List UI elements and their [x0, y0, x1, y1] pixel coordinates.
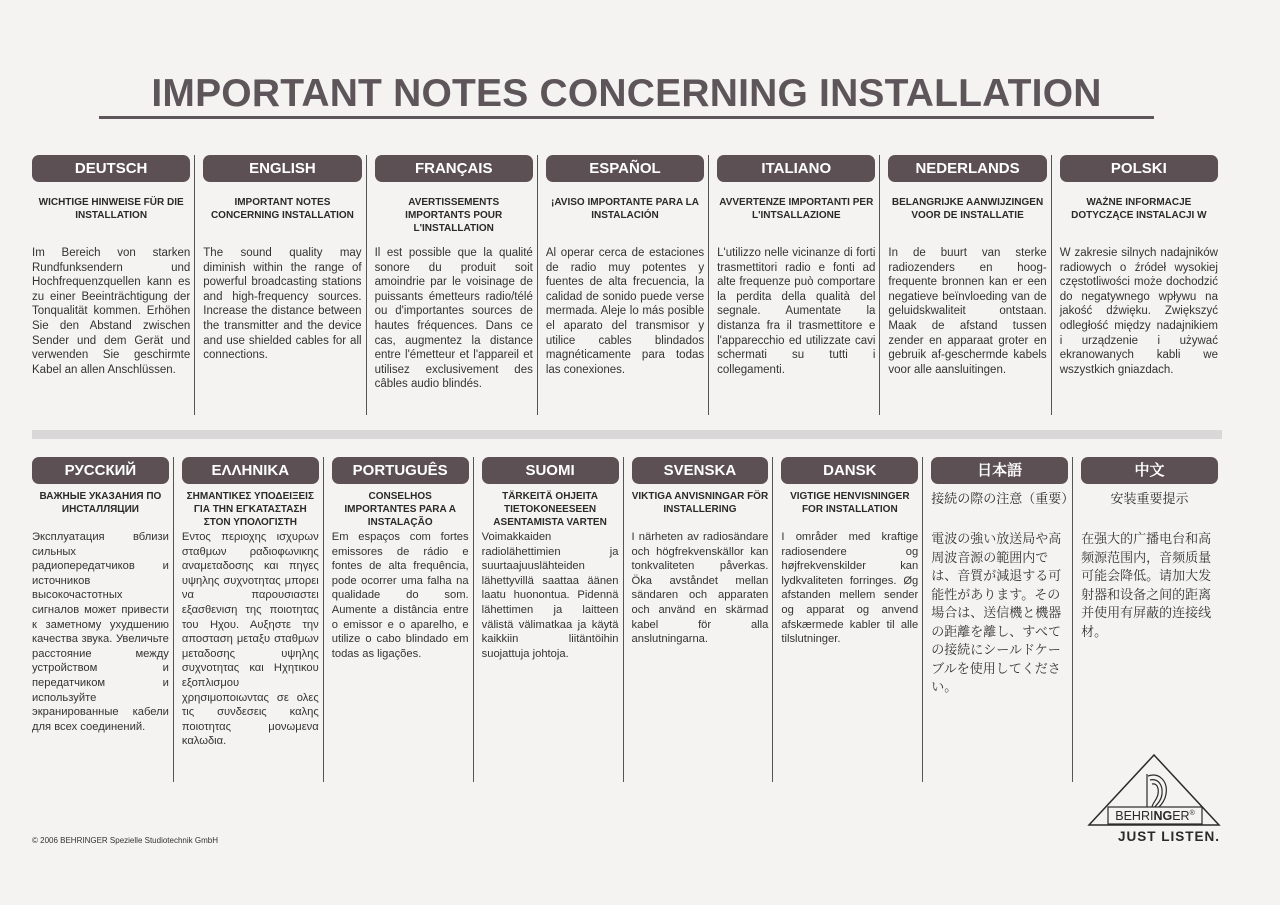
lang-text-ja: 電波の強い放送局や高周波音源の範囲内では、音質が減退する可能性があります。その場合は、送信機と機器の距離を離し、すべての接続にシールドケーブルを使用してください。 [931, 531, 1062, 694]
lang-text-pl: W zakresie silnych nadajników radiowych o źródeł wysokiej częstotliwości może dochodzić do negatywnego wpływu na jakość dźwięku. Zwiększyć odległość między nadajnikiem i urządzenie i używać ekranowanych kabli we wszystkich gniazdach. [1059, 247, 1218, 376]
language-row-top [32, 155, 1222, 415]
lang-text-de: Im Bereich von starken Rundfunksendern und Hochfrequenzquellen kann es zu einer Beeinträchtigung der Tonqualität kommen. Erhöhen Sie den Abstand zwischen Sender und dem Gerät und verwenden Sie geschirmte Kabel an allen Anschlüssen. [32, 247, 191, 376]
lang-section-en [194, 155, 365, 415]
lang-section-de [32, 155, 194, 415]
page-title: IMPORTANT NOTES CONCERNING INSTALLATION [99, 72, 1154, 119]
lang-tab-de: DEUTSCH [32, 155, 190, 182]
lang-heading-da: VIGTIGE HENVISNINGER FOR INSTALLATION [790, 491, 910, 515]
lang-heading-ja: 接続の際の注意（重要） [931, 491, 1075, 506]
lang-heading-ru: ВАЖНЫЕ УКАЗАНИЯ ПО ИНСТАЛЛЯЦИИ [39, 491, 162, 515]
lang-heading-zh: 安装重要提示 [1110, 491, 1189, 506]
lang-heading-es: ¡AVISO IMPORTANTE PARA LA INSTALACIÓN [551, 197, 699, 221]
lang-section-pl [1051, 155, 1222, 415]
section-divider [32, 430, 1222, 439]
lang-tab-el: ΕΛΛΗΝΙΚΑ [182, 457, 319, 484]
lang-text-en: The sound quality may diminish within the range of powerful broadcasting stations and high-frequency sources. Increase the distance between the transmitter and the device and use shielded cables for all connections. [203, 247, 362, 362]
lang-heading-en: IMPORTANT NOTES CONCERNING INSTALLATION [210, 197, 354, 221]
lang-text-ru: Эксплуатация вблизи сильных радиопередатчиков и источников высокочастотных сигналов может привести к заметному ухудшению качества звука. Увеличьте расстояние между устройством и передатчиком и используйте экранированные кабели для всех соединений. [32, 531, 169, 733]
language-row-bottom [32, 457, 1222, 782]
lang-section-nl [879, 155, 1050, 415]
lang-tab-fi: SUOMI [482, 457, 619, 484]
lang-heading-el: ΣΗΜΑΝΤΙΚΕΣ ΥΠΟΔΕΙΞΕΙΣ ΓΙΑ ΤΗΝ ΕΓΚΑΤΑΣΤΑΣΗ ΣΤΟΝ ΥΠΟΛΟΓΙΣΤΗ [186, 491, 314, 528]
lang-section-pt [323, 457, 473, 782]
lang-heading-nl: BELANGRIJKE AANWIJZINGEN VOOR DE INSTALLATIE [891, 197, 1044, 221]
lang-tab-nl: NEDERLANDS [888, 155, 1046, 182]
lang-text-da: I områder med kraftige radiosendere og højfrekvenskilder kan lydkvaliteten forringes. Øg afstanden mellem sender og apparat og anvend afskærmede kabler til alle tilslutninger. [781, 531, 919, 646]
lang-tab-ja: 日本語 [931, 457, 1068, 484]
lang-heading-sv: VIKTIGA ANVISNINGAR FÖR INSTALLERING [631, 491, 769, 515]
lang-tab-zh: 中文 [1081, 457, 1218, 484]
lang-tab-en: ENGLISH [203, 155, 361, 182]
lang-section-it [708, 155, 879, 415]
lang-tab-pt: PORTUGUÊS [332, 457, 469, 484]
logo-tagline: JUST LISTEN. [1117, 829, 1220, 844]
copyright-notice: © 2006 BEHRINGER Spezielle Studiotechnik GmbH [32, 836, 218, 845]
lang-text-zh: 在强大的广播电台和高频源范围内，音频质量可能会降低。请加大发射器和设备之间的距离并使用有屏蔽的连接线材。 [1081, 531, 1212, 639]
lang-tab-ru: РУССКИЙ [32, 457, 169, 484]
lang-text-pt: Em espaços com fortes emissores de rádio e fontes de alta frequência, pode ocorrer uma falha na qualidade do som. Aumente a distância entre o emissor e o aparelho, e utilize o cabo blindado em todas as ligações. [331, 531, 469, 660]
lang-heading-fi: TÄRKEITÄ OHJEITA TIETOKONEESEEN ASENTAMISTA VARTEN [493, 491, 607, 528]
lang-tab-fr: FRANÇAIS [375, 155, 533, 182]
lang-text-el: Εντος περιοχης ισχυρων σταθμων ραδιοφωνικης αναμεταδοσης και πηγες υψηλης συχνοτητας μπορει να παρουσιαστει εξασθενιση της ποιοτητας του Ηχου. Αυξηστε την αποσταση μεταξυ σταθμων μεταδοσης υψηλης συχνοτητας και Ηχητικου εξοπλισμου χρησιμοποιωντας σε ολες τις συνδεσεις καλης ποιοτητας μονωμενα καλωδια. [181, 531, 319, 748]
lang-heading-pl: WAŻNE INFORMACJE DOTYCZĄCE INSTALACJI W [1071, 197, 1207, 221]
lang-heading-it: AVVERTENZE IMPORTANTI PER L'INTSALLAZIONE [719, 197, 874, 221]
lang-tab-pl: POLSKI [1060, 155, 1218, 182]
lang-text-nl: In de buurt van sterke radiozenders en hoog-frequente bronnen kan er een negatieve beïnvloeding van de geluidskwaliteit ontstaan. Maak de afstand tussen zender en apparaat groter en gebruik af-geschermde kabels voor alle aansluitingen. [888, 247, 1047, 376]
lang-text-sv: I närheten av radiosändare och högfrekvenskällor kan tonkvaliteten påverkas. Öka avståndet mellan sändaren och apparaten och använd en skärmad kabel för alla anslutningarna. [631, 531, 769, 646]
lang-text-fr: Il est possible que la qualité sonore du produit soit amoindrie par le voisinage de puissants émetteurs radio/télé ou d'importantes sources de hautes fréquences. Dans ce cas, augmentez la distance entre l'émetteur et l'appareil et utilisez exclusivement des câbles audio blindés. [374, 247, 533, 391]
lang-section-es [537, 155, 708, 415]
lang-tab-it: ITALIANO [717, 155, 875, 182]
lang-heading-fr: AVERTISSEMENTS IMPORTANTS POUR L'INSTALLATION [405, 197, 503, 234]
lang-section-fi [473, 457, 623, 782]
lang-section-ja [922, 457, 1075, 782]
logo-brand-text: BEHRINGER® [1115, 809, 1195, 823]
lang-tab-es: ESPAÑOL [546, 155, 704, 182]
lang-section-ru [32, 457, 173, 782]
lang-text-es: Al operar cerca de estaciones de radio muy potentes y fuentes de alta frecuencia, la calidad de sonido puede verse mermada. Aleje lo más posible el aparato del transmisor y utilice cables blindados magnéticamente para todas las conexiones. [545, 247, 705, 376]
lang-text-fi: Voimakkaiden radiolähettimien ja suurtaajuuslähteiden lähettyvillä saattaa äänen laatu huonontua. Pidennä lähettimen ja laitteen välistä välimatkaa ja käytä kaikkiin liitäntöihin suojattuja johtoja. [481, 531, 619, 660]
lang-section-sv [623, 457, 773, 782]
lang-section-el [173, 457, 323, 782]
lang-tab-da: DANSK [781, 457, 918, 484]
lang-section-da [772, 457, 922, 782]
lang-tab-sv: SVENSKA [632, 457, 769, 484]
lang-heading-de: WICHTIGE HINWEISE FÜR DIE INSTALLATION [38, 197, 184, 221]
lang-section-zh [1072, 457, 1222, 782]
lang-text-it: L'utilizzo nelle vicinanze di forti trasmettitori radio e fonti ad alte frequenze può comportare la perdita della qualità del segnale. Aumentate la distanza fra il trasmettitore e l'apparecchio ed utilizzate cavi schermati su tutti i collegamenti. [717, 247, 876, 376]
lang-section-fr [366, 155, 537, 415]
lang-heading-pt: CONSELHOS IMPORTANTES PARA A INSTALAÇÃO [344, 491, 457, 528]
